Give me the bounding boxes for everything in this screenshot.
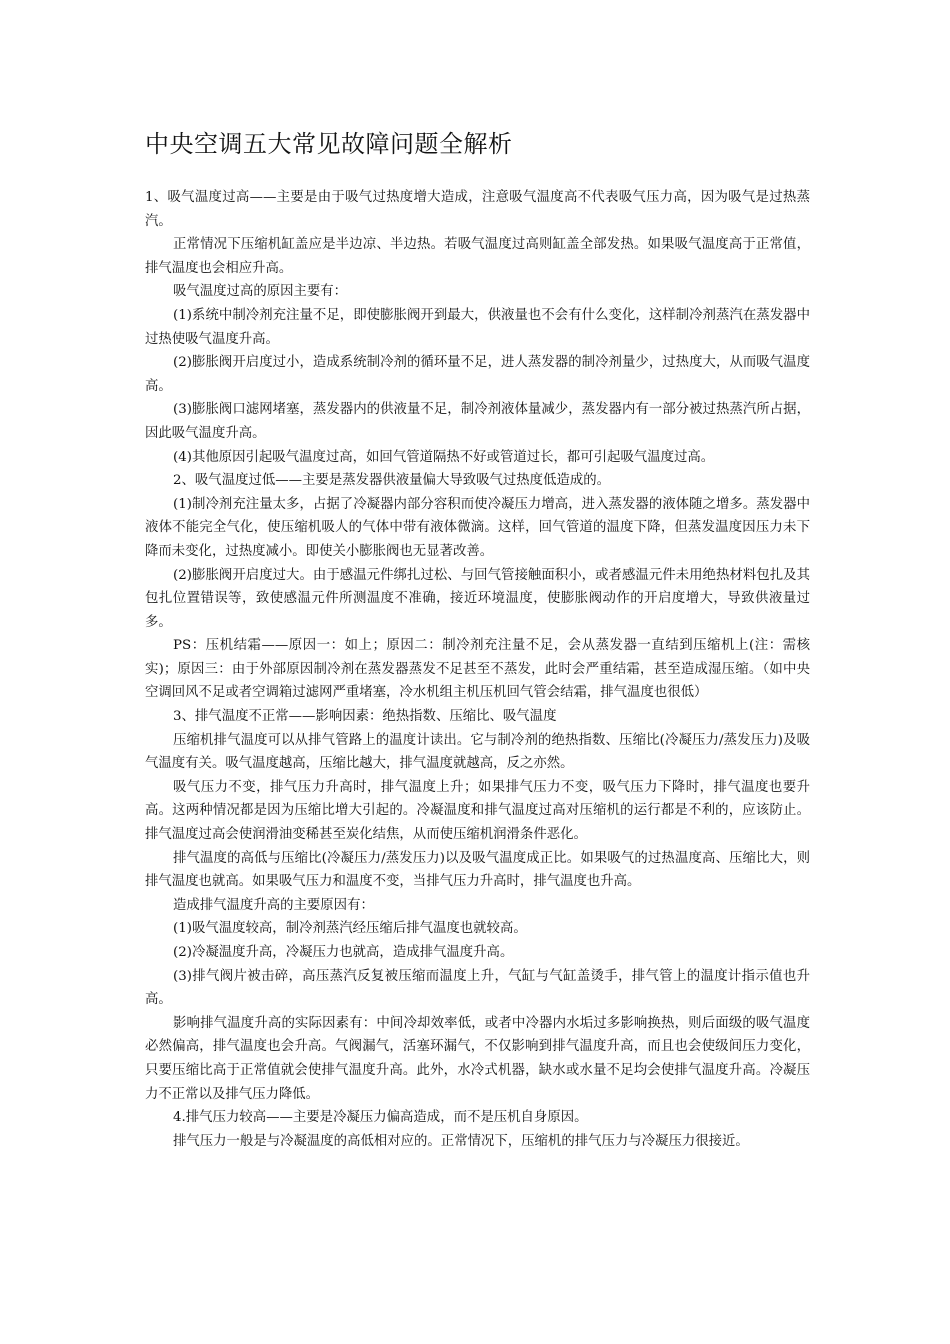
paragraph: PS：压机结霜——原因一：如上；原因二：制冷剂充注量不足，会从蒸发器一直结到压缩机上(注：需核实)；原因三：由于外部原因制冷剂在蒸发器蒸发不足甚至不蒸发，此时会严重结霜，甚至造成湿压缩。（如中央空调回风不足或者空调箱过滤网严重堵塞，冷水机组主机压机回气管会结霜，排气温度也很低）	[145, 638, 810, 701]
paragraph: 压缩机排气温度可以从排气管路上的温度计读出。它与制冷剂的绝热指数、压缩比(冷凝压力/蒸发压力)及吸气温度有关。吸气温度越高，压缩比越大，排气温度就越高，反之亦然。	[145, 732, 810, 772]
paragraph: (2)膨胀阀开启度过小，造成系统制冷剂的循环量不足，进人蒸发器的制冷剂量少，过热度大，从而吸气温度高。	[145, 355, 810, 394]
paragraph: 4.排气压力较高——主要是冷凝压力偏高造成，而不是压机自身原因。	[173, 1110, 588, 1126]
document-title: 中央空调五大常见故障问题全解析	[145, 130, 513, 158]
paragraph: 正常情况下压缩机缸盖应是半边凉、半边热。若吸气温度过高则缸盖全部发热。如果吸气温度高于正常值，排气温度也会相应升高。	[145, 237, 810, 276]
paragraph: (4)其他原因引起吸气温度过高，如回气管道隔热不好或管道过长，都可引起吸气温度过高。	[173, 449, 715, 465]
paragraph: (1)吸气温度较高，制冷剂蒸汽经压缩后排气温度也就较高。	[173, 921, 527, 937]
paragraph: 1、吸气温度过高——主要是由于吸气过热度增大造成，注意吸气温度高不代表吸气压力高，因为吸气是过热蒸汽。	[145, 190, 810, 229]
document-body	[145, 186, 810, 1153]
paragraph: 排气温度的高低与压缩比(冷凝压力/蒸发压力)以及吸气温度成正比。如果吸气的过热温度高、压缩比大，则排气温度也就高。如果吸气压力和温度不变，当排气压力升高时，排气温度也升高。	[145, 850, 810, 890]
paragraph: (2)冷凝温度升高，冷凝压力也就高，造成排气温度升高。	[173, 945, 514, 960]
paragraph: (2)膨胀阀开启度过大。由于感温元件绑扎过松、与回气管接触面积小，或者感温元件未用绝热材料包扎及其包扎位置错误等，致使感温元件所测温度不准确，接近环境温度，使膨胀阀动作的开启度增大，导致供液量过多。	[145, 567, 810, 630]
paragraph: 3、排气温度不正常——影响因素：绝热指数、压缩比、吸气温度	[173, 709, 557, 725]
paragraph: 影响排气温度升高的实际因素有：中间冷却效率低，或者中冷器内水垢过多影响换热，则后面级的吸气温度必然偏高，排气温度也会升高。气阀漏气，活塞环漏气，不仅影响到排气温度升高，而且也会使级间压力变化，只要压缩比高于正常值就会使排气温度升高。此外，水冷式机器，缺水或水量不足均会使排气温度升高。冷凝压力不正常以及排气压力降低。	[145, 1015, 810, 1102]
paragraph: (3)排气阀片被击碎，高压蒸汽反复被压缩而温度上升，气缸与气缸盖烫手，排气管上的温度计指示值也升高。	[145, 968, 810, 1008]
paragraph: 2、吸气温度过低——主要是蒸发器供液量偏大导致吸气过热度低造成的。	[173, 473, 611, 489]
paragraph: (1)制冷剂充注量太多，占据了冷凝器内部分容积而使冷凝压力增高，进入蒸发器的液体随之增多。蒸发器中液体不能完全气化，使压缩机吸人的气体中带有液体微滴。这样，回气管道的温度下降，但蒸发温度因压力未下降而未变化，过热度减小。即使关小膨胀阀也无显著改善。	[145, 496, 810, 559]
paragraph: 造成排气温度升高的主要原因有：	[173, 897, 374, 913]
paragraph: (1)系统中制冷剂充注量不足，即使膨胀阀开到最大，供液量也不会有什么变化，这样制冷剂蒸汽在蒸发器中过热使吸气温度升高。	[145, 307, 810, 347]
paragraph: (3)膨胀阀口滤网堵塞，蒸发器内的供液量不足，制冷剂液体量减少，蒸发器内有一部分被过热蒸汽所占据，因此吸气温度升高。	[145, 402, 810, 441]
paragraph: 吸气温度过高的原因主要有：	[173, 284, 348, 300]
document-page	[145, 128, 810, 1153]
paragraph: 排气压力一般是与冷凝温度的高低相对应的。正常情况下，压缩机的排气压力与冷凝压力很接近。	[173, 1133, 749, 1149]
paragraph: 吸气压力不变，排气压力升高时，排气温度上升；如果排气压力不变，吸气压力下降时，排气温度也要升高。这两种情况都是因为压缩比增大引起的。冷凝温度和排气温度过高对压缩机的运行都是不利的，应该防止。排气温度过高会使润滑油变稀甚至炭化结焦，从而使压缩机润滑条件恶化。	[145, 779, 810, 843]
